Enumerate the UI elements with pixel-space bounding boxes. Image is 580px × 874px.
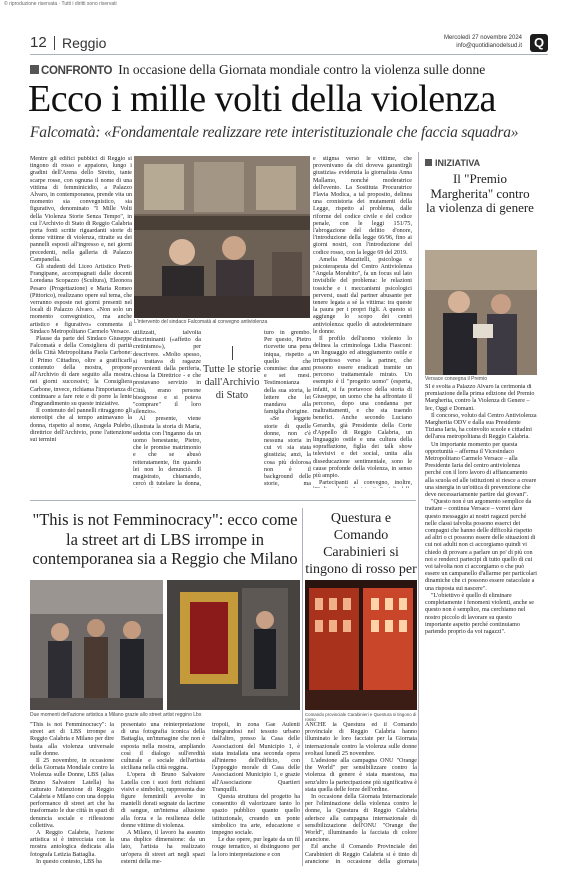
paragraph: e stigma verso le vittime, che provenivano da chi doveva garantirgli giustizia» evidenzia la giornalista Anna Mallamo, nonché moderatrice dell'evento. La Sostituta Procuratrice Flavia Modica, a tal proposito, delinea una cronistoria dei mutamenti della Legge, rispetto al problema, dalle riforme del codice civile e del codice penale, con le leggi 151/75, l'abrogazione del delitto d'onore, l'introduzione della legge 66/96, fino ai giorni nostri, con l'introduzione del codice rosso, con la legge 69 del 2019. (313, 156, 412, 256)
header-date-block (444, 34, 522, 50)
paragraph: L'opera di Bruno Salvatore Latella con i suoi forti richiami visivi e simbolici, rappresenta due figure femminili avvolte in mantelli dorati segnate da lacrime di sangue, un'intensa allusione alla forza e la resilienza delle donne vittime di violenza. (121, 772, 205, 829)
photo-caption: L'intervento del sindaco Falcomatà al convegno antiviolenza (134, 319, 268, 325)
sidebar-body (425, 384, 537, 864)
paragraph: "Questo non è un argomento semplice da trattare – continua Versace – vorrei dare questo messaggio ai nostri ragazzi perché nelle classi talvolta possono esserci dei compagni che hanno delle difficoltà rispetto ad altri o ci possono essere delle situazioni di cui noi adulti non ci accorgiamo quindi vi chiedo di provare a parlare un po' di più con noi e renderci partecipi di tutto quello di cui voi talvolta non ci accorgiamo o che può essere un campanello d'allarme per particolari dinamiche che ci possono essere ostacolate a una risposta sui nascere". (425, 499, 537, 592)
paragraph: Plause da parte del Sindaco Giuseppe Falcomatà e della Consigliera di parità della Città Metropolitana Paola Carbone: il Primo Cittadino, oltre a gratificarli contenuto della mostra, propone all'Archivio di dare seguito alla mostra, nei giorni successivi; la Consigliera Carbone, invece, richiama l'importanza di continuare a fare rete e di porre la lente d'ingrandimento su queste iniziative. (30, 336, 132, 407)
story-b-column-3 (212, 722, 300, 866)
subheadline: Falcomatà: «Fondamentale realizzare rete interistituzionale che faccia squadra» (30, 124, 519, 141)
article-column-3 (313, 156, 412, 488)
square-bullet-icon (425, 159, 432, 166)
paragraph: Il profilo dell'uomo violento lo delinea la criminologa Lidia Fiasconi: un linguaggio ed atteggiamento ostile e irrispettoso verso la partner, che possono essere eradicati tramite un percorso trattamentale mirato. Un esempio è il "progetto uomo" (esperta, infatti, si fa portavoce della storia di Giuseppe, un uomo che ha affrontato il percorso, dopo una condanna per maltrattamenti, e che sta traendo benefici. Anche secondo Luciano Gerardis, già Presidente della Corte d'Appello di Reggio Calabria, un linguaggio ostile e una cultura della sopraffazione, figlia dei talk show televisivi e dei social, unita alla disseducazione sentimentale, sono le cause profonde della violenza, in senso più ampio. (313, 336, 412, 479)
page-number: 12 (30, 34, 47, 51)
section-name: Reggio (62, 35, 107, 51)
paragraph: SI è svolta a Palazzo Alvaro la cerimonia di premiazione della prima edizione del Premio Margherita, contro la Violenza di Genere – Iec, Oggi e Domani. (425, 384, 535, 412)
contact-email: info@quotidianodelsud.it (456, 43, 522, 49)
paragraph: A Milano, il lavoro ha assunto una duplice dimensione: da un lato, l'artista ha realizzato un'opera di street art negli spazi esterni della me- (121, 830, 205, 865)
pull-quote-text: Tutte le storie dall'Archivio di Stato (203, 364, 261, 401)
paragraph: Ed anche il Comando Provinciale dei Carabinieri di Reggio Calabria si è tinto di arancione in occasione della giornata (305, 844, 417, 865)
article-column-2b (264, 330, 311, 488)
main-headline: Ecco i mille volti della violenza (28, 78, 496, 120)
paragraph: Al presente, viene illustrata la storia di Maria, sedotta con l'inganno da un uomo benestante, Pietro, che le promise matrimonio e che se abusò reiteratamente, fin quando lei non lo denunciò. Il magistrato, chiamando, cercò di tutelare la donna, (133, 416, 201, 488)
photo-street-art-milano (30, 580, 300, 710)
article-column-2a (133, 330, 201, 488)
kicker-tag: CONFRONTO (41, 65, 113, 77)
paragraph: "L'obiettivo è quello di eliminare completamente i fenomeni violenti, anche se questo non è semplice, ma cerchiamo nel nostro piccolo di lavorare su questo importante aspetto perché continuiamo partendo proprio da voi ragazzi". (425, 592, 534, 635)
page-header (30, 34, 548, 55)
paragraph: Gli studenti del Liceo Artistico Preti-Frangipane, accompagnati dalle docenti Loredana Scopazzo (Scultura), Eleonora Pesaro (Progettazione) e Maria Romeo (Pittorico), realizzano opere sul tema, che verranno esposte nei giorni presenti nel locali di Palazzo Alvaro. «Non solo un momento convegnistico, ma anche artistico e figurativo» commenta il Sindaco Metropolitano Carmelo Versace. (30, 264, 132, 335)
copyright-note: © riproduzione riservata · Tutti i diritti sono riservati (4, 1, 117, 7)
paragraph: Amelia Mazzitelli, psicologa e psicoterapeuta del Centro Antiviolenza "Angela Morabito", fa un focus sul lato invisibile del problema: le relazioni tossiche e i meccanismi psicologici perversi, usati dal partner abusante per tenere legata a sé la vittima: tra queste la paura per i propri figli. A questo si aggiunge lo scopo dei centri antiviolenza: quello di autodeterminare le donne. (313, 256, 412, 335)
paragraph: Le due opere, pur legate da un fil rouge tematico, si distinguono per la loro interpretazione e con (212, 837, 300, 858)
pull-quote (202, 346, 262, 402)
paragraph: Partecipanti al convegno, inoltre, (319, 480, 412, 487)
paragraph: turo in grembo. Per questo, Pietro ricevette una pena iniqua, rispetto a quello che commise: due anni e sei mesi. Testimonianza della sua storia, le lettere che lei mandava alla famiglia d'origine. (264, 330, 311, 416)
column-divider (418, 152, 419, 866)
paragraph: utilizzati, talvolta discriminanti («affetto da cretinismo»), per descrivere. «Molto spesso, si trattava di ragazze provenienti dalla periferia, chiosa la Direttrice - e che prestavano servizio in Città, erano persone bisognose e si poteva "comprare" il loro silenzio». (133, 330, 201, 416)
photo-caption: Versace consegna il Premio (425, 376, 487, 382)
paragraph: «Se leggete storie di quelle donne, non c'è nessuna storia in cui vi sia stata giustizia; anzi, la cosa più dolorosa non è il background delle storie, ma (264, 416, 311, 488)
newspaper-logo-icon: Q (530, 34, 548, 52)
sidebar-headline: Il "Premio Margherita" contro la violenza di genere (426, 171, 534, 215)
paragraph: Il contenuto del pannelli ritraggono gli stereotipi che al tempo animavano la donna, rispetto al nome, Angela Pulebo, direttrice dell'Archivio, pone l'attenzione sui termini (30, 408, 132, 443)
kicker-text: In occasione della Giornata mondiale contro la violenza sulle donne (118, 62, 486, 77)
story-c-body (305, 722, 417, 866)
paragraph: In questo contesto, LBS ha (36, 858, 102, 865)
kicker (30, 62, 550, 78)
photo-caption: Comando provinciale Carabinieri e Questura si tingono di rosso (305, 712, 417, 722)
photo-questura-red-lights (305, 580, 417, 710)
paragraph: ANCHE la Questura ed il Comando provinciale di Reggio Calabria hanno illuminato le loro facciate per la Giornata internazionale contro la violenza sulle donne svoltasi lunedì 25 novembre. (305, 722, 417, 757)
sidebar-tag (425, 158, 540, 168)
photo-caption: Due momenti dell'azione artistica a Milano grazie allo street artist reggino Lbs (30, 712, 202, 718)
header-divider (54, 36, 55, 50)
paragraph: "This is not Femminocracy": la street art di LBS irrompe a Reggio Calabria e Milano per dire basta alla violenza universale sulle donne. (30, 722, 114, 757)
paragraph: Il concorso, voluto dal Centro Antiviolenza Margherita ODV e dalla sua Presidente Tiziana Iaria, ha coinvolto scuole e cittadini dell'area metropolitana di Reggio Calabria. (425, 412, 537, 441)
paragraph: Il 25 novembre, in occasione della Giornata Mondiale contro la Violenza sulle Donne, LBS (alias Bruno Salvatore Latella) ha catturato l'attenzione di Reggio Calabria e Milano con una doppia performance di street art che ha trasformato le due città in spazi di denuncia sociale e riflessione collettiva. (30, 758, 114, 829)
issue-date: Mercoledì 27 novembre 2024 (443, 35, 522, 41)
sidebar-tag-text: INIZIATIVA (435, 158, 481, 168)
paragraph: In occasione della Giornata Internazionale per l'eliminazione della violenza contro le donne, la Questura di Reggio Calabria aderisce alla campagna internazionale di sensibilizzazione dell'ONU "Orange the World", illuminando la facciata di colore arancione. (305, 794, 417, 844)
story-b-column-2 (121, 722, 205, 866)
section-divider (30, 500, 416, 501)
article-column-1 (30, 156, 132, 488)
photo-falcomata-conference (134, 156, 310, 318)
square-bullet-icon (30, 65, 39, 74)
column-divider (302, 508, 303, 866)
paragraph: Questa struttura del progetto ha consentito di valorizzare tanto lo spazio pubblico quanto quello istituzionale, creando un ponte simbolico tra arte, educazione e impegno sociale. (212, 794, 300, 837)
story-b-headline: "This is not Femminocracy": ecco come la street art di LBS irrompe in contemporanea sia a Reggio che Milano (32, 510, 298, 568)
paragraph: Un importante momento per questa opportunità – afferma il Vicesindaco Metropolitano Carmelo Versace – alla Presidente Iaria del centro antiviolenza perché con il loro lavoro di affiancamento alla scuola ed alle istituzioni si riesce a creare una sinergia in un'ottica di prevenzione che deve necessariamente partire dai giovani". (425, 441, 537, 499)
paragraph: A Reggio Calabria, l'azione artistica si è intrecciata con la mostra antologica dedicata alla fotografa Letizia Battaglia. (30, 830, 114, 858)
paragraph: tropoli, in zona Gae Aulenti integrandosi nel tessuto urbano dall'altro, presso la Casa delle Associazioni del Municipio 1, è stata installata una seconda opera all'interno dell'edificio, con l'appoggio morale di Casa delle Associazioni Municipio 1, e grazie all'Associazione Quartieri Tranquilli. (212, 722, 300, 793)
paragraph: Mentre gli edifici pubblici di Reggio si tingono di rosso e appaiono, lungo i gradini dell'Arena dello Stretto, tante scarpe rosse, con ognuna il nome di una vittima di femminicidio, a Palazzo Alvaro, in contemporanea, prende vita un momento sia convegnistico, sia figurativo, denominato "I Mille Volti della Violenza Storie Senza Tempo", in cui l'Archivio di Stato di Reggio Calabria porta fonti scritte riguardanti storie di donne vittime di violenza, ritratte su dei pannelli esposti all'ingresso e, nei giorni precedenti, nella galleria di Palazzo Campanella. (30, 156, 132, 263)
paragraph: presentato una reinterpretazione di una fotografia iconica della Battaglia, un'immagine che non è esposta nella mostra, ampliando così il dialogo sull'eredità culturale e sociale dell'artista siciliana nella città reggina. (121, 722, 205, 772)
pull-quote-bar (232, 346, 233, 360)
photo-versace-award (425, 250, 537, 375)
story-b-column-1 (30, 722, 114, 866)
story-c-headline: Questura e Comando Carabinieri si tingono di rosso per (305, 511, 417, 577)
paragraph: L'adesione alla campagna ONU "Orange the World" per sensibilizzare contro la violenza di genere è stata maestosa, ma senz'altro la partecipazione più significativa è stata quella delle forze dell'ordine. (305, 758, 417, 793)
